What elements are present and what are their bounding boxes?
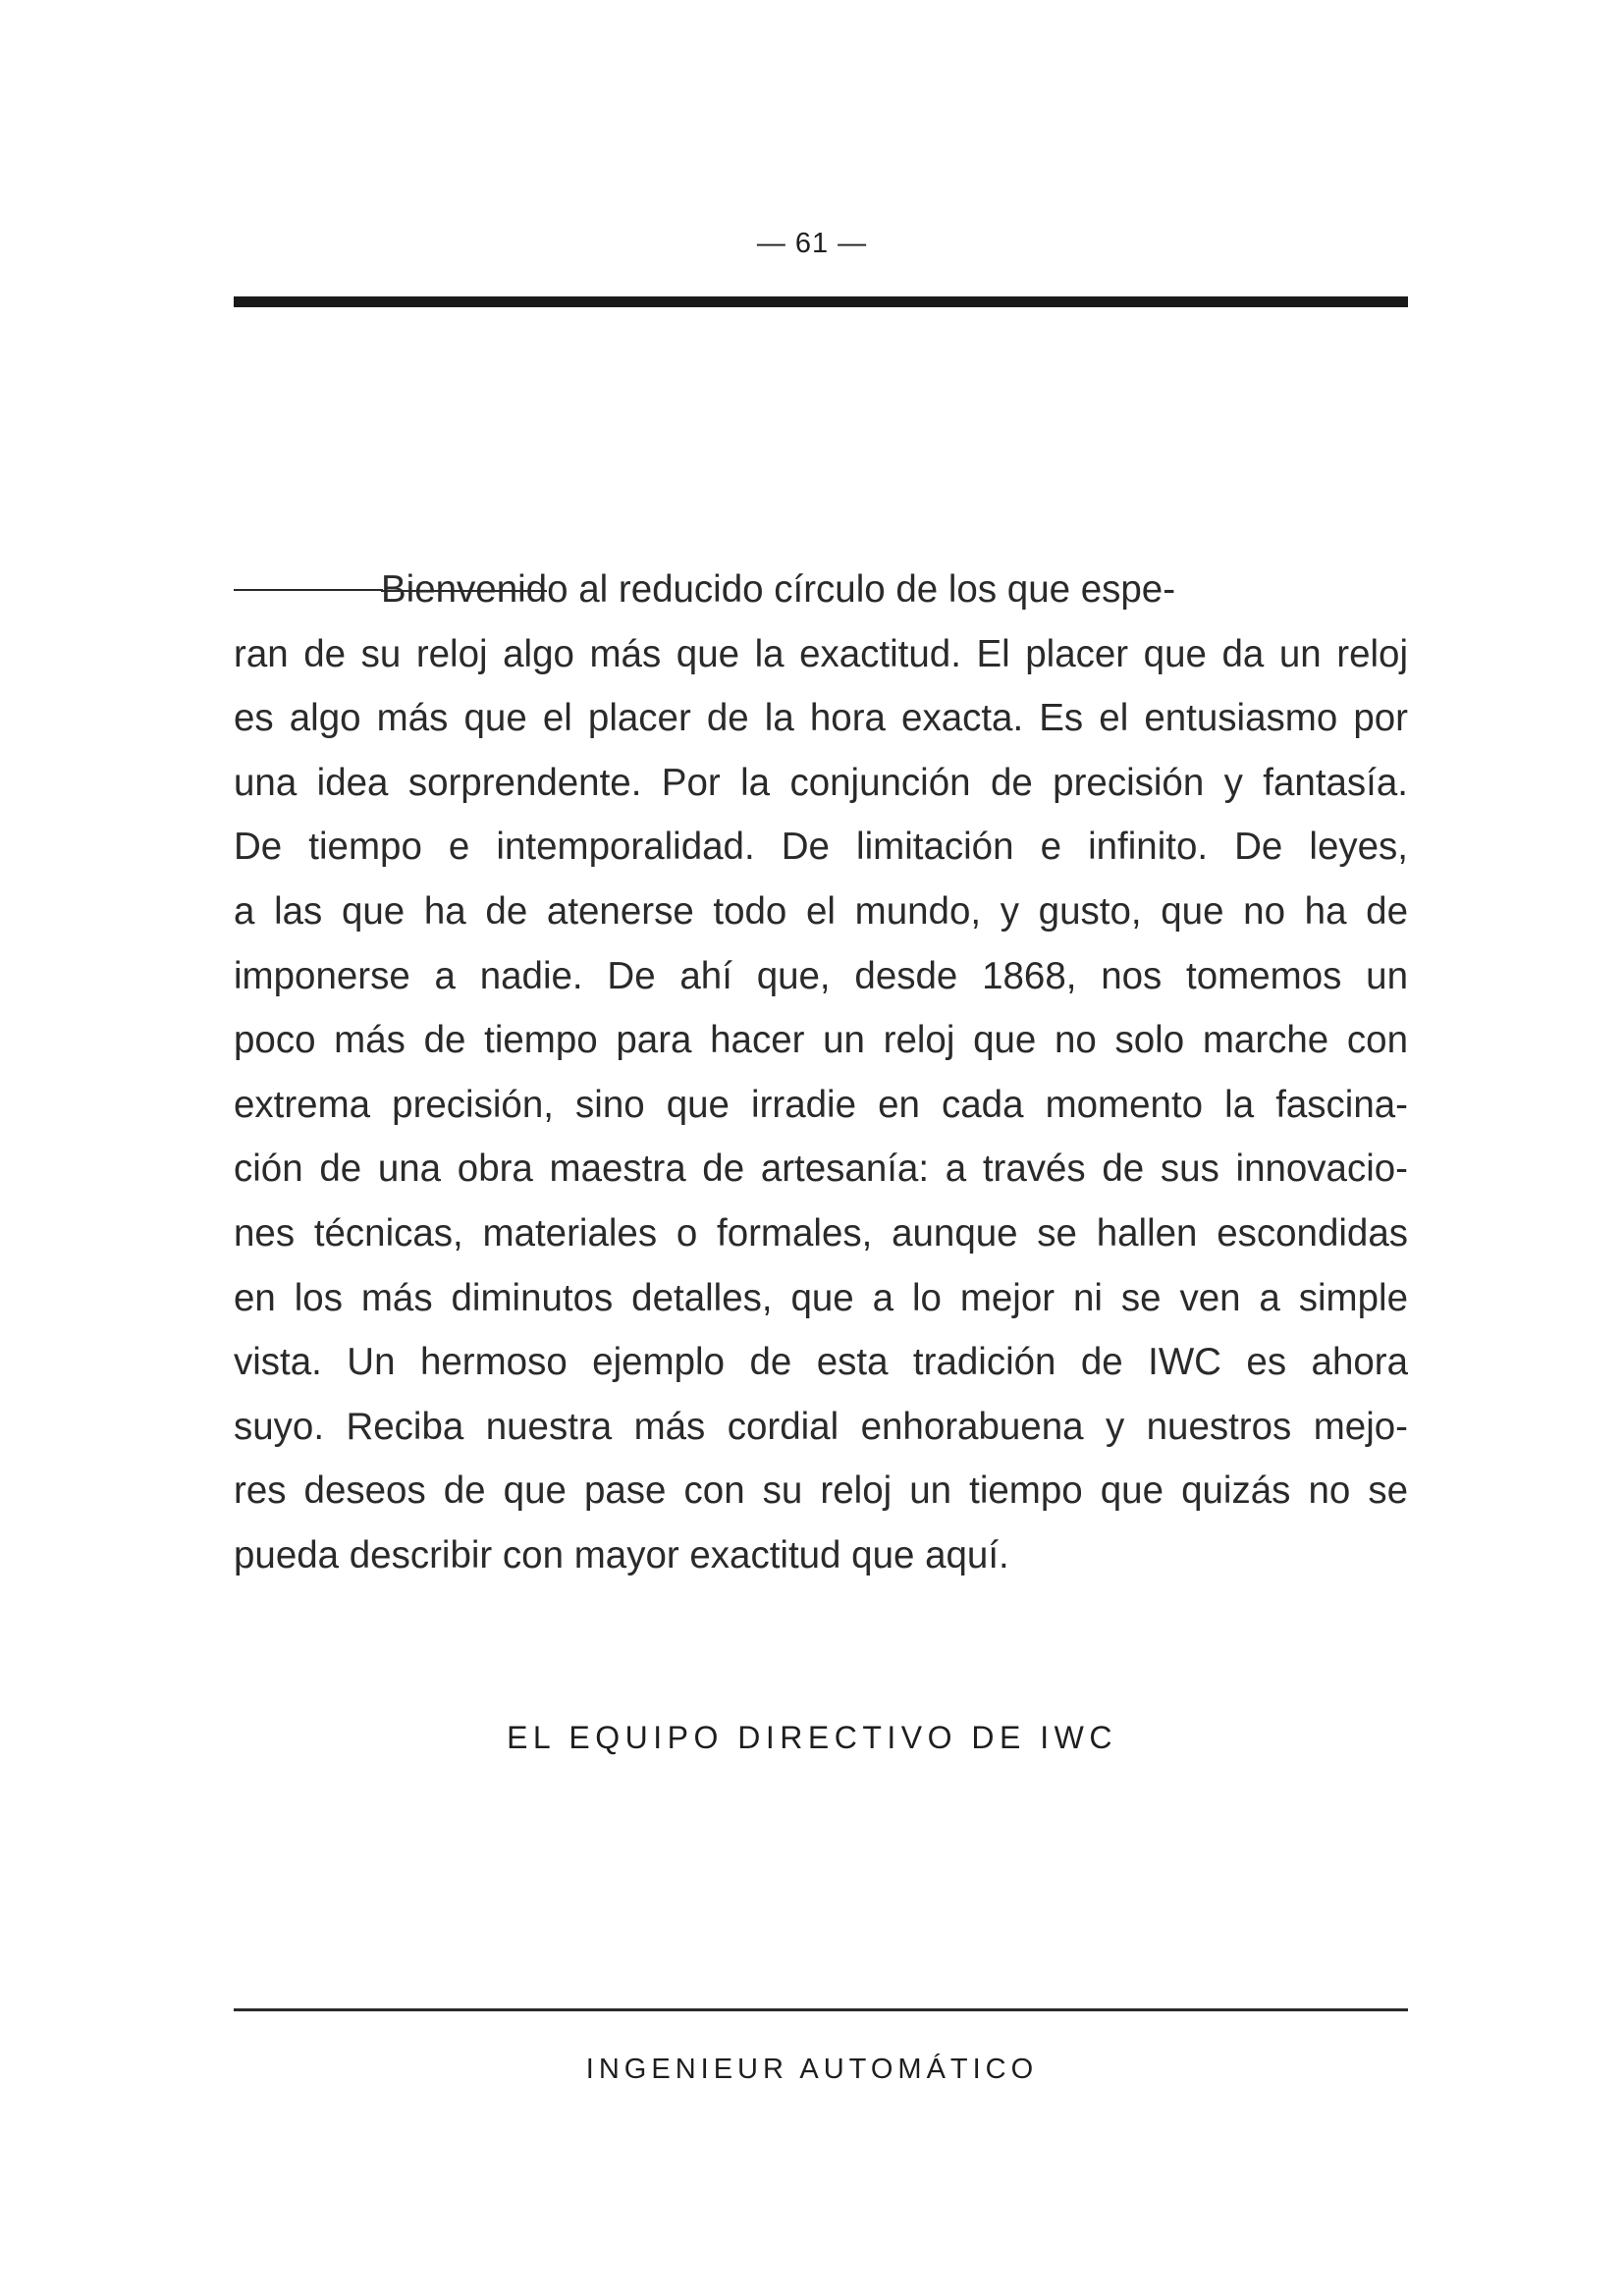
body-line: ción de una obra maestra de artesanía: a través de sus innovacio- bbox=[234, 1148, 1408, 1191]
body-line: nes técnicas, materiales o formales, aunque se hallen escondidas bbox=[234, 1211, 1408, 1255]
body-line: imponerse a nadie. De ahí que, desde 1868, nos tomemos un bbox=[234, 954, 1408, 997]
struck-word: Bienvenid bbox=[381, 568, 548, 611]
page-number: — 61 — bbox=[756, 228, 868, 259]
body-line: res deseos de que pase con su reloj un tiempo que quizás no se bbox=[234, 1469, 1408, 1513]
body-line-last: pueda describir con mayor exactitud que aquí. bbox=[234, 1533, 1009, 1576]
signature: EL EQUIPO DIRECTIVO DE IWC bbox=[507, 1720, 1117, 1755]
body-line: vista. Un hermoso ejemplo de esta tradición de IWC es ahora bbox=[234, 1341, 1408, 1384]
body-line: suyo. Reciba nuestra más cordial enhorabuena y nuestros mejo- bbox=[234, 1405, 1408, 1448]
body-line: es algo más que el placer de la hora exacta. Es el entusiasmo por bbox=[234, 697, 1408, 740]
body-line: en los más diminutos detalles, que a lo mejor ni se ven a simple bbox=[234, 1276, 1408, 1319]
body-line: a las que ha de atenerse todo el mundo, y gusto, que no ha de bbox=[234, 889, 1408, 933]
body-line: extrema precisión, sino que irradie en cada momento la fascina- bbox=[234, 1083, 1408, 1126]
body-line: poco más de tiempo para hacer un reloj que no solo marche con bbox=[234, 1019, 1408, 1062]
header-rule bbox=[234, 296, 1408, 307]
body-paragraph bbox=[234, 558, 1408, 1588]
body-line-first bbox=[234, 558, 1408, 622]
first-line-rest: o al reducido círculo de los que espe- bbox=[547, 568, 1176, 611]
footer-rule bbox=[234, 2008, 1408, 2011]
body-line: ran de su reloj algo más que la exactitud. El placer que da un reloj bbox=[234, 632, 1408, 675]
lead-rule bbox=[234, 589, 383, 591]
body-line: De tiempo e intemporalidad. De limitación e infinito. De leyes, bbox=[234, 826, 1408, 869]
body-line: una idea sorprendente. Por la conjunción de precisión y fantasía. bbox=[234, 761, 1408, 804]
footer-title: INGENIEUR AUTOMÁTICO bbox=[585, 2054, 1039, 2085]
